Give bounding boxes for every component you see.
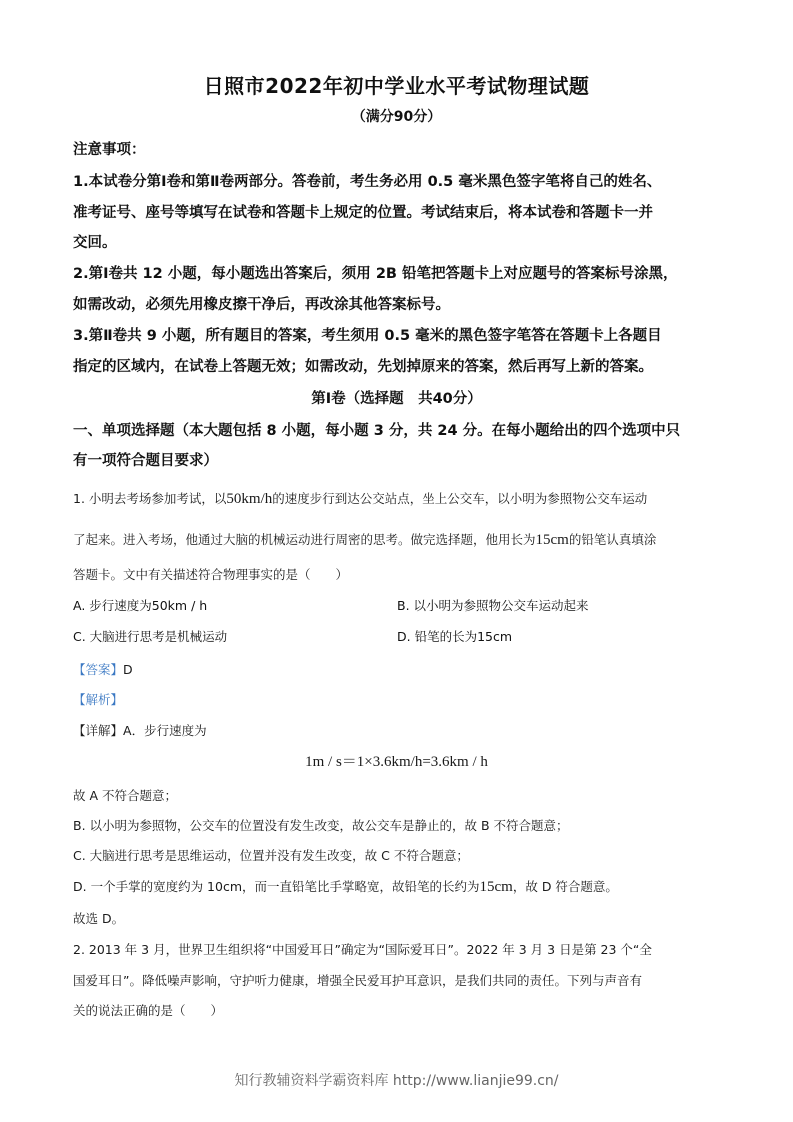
explanation-text: ，故 D 符合题意。	[512, 879, 618, 894]
q1-math: 15cm	[535, 532, 569, 548]
explanation-line: 故 A 不符合题意；	[73, 788, 177, 803]
section-heading: 有一项符合题目要求）	[73, 453, 218, 469]
question-1-line: 答题卡。文中有关描述符合物理事实的是（ ）	[73, 567, 349, 582]
explanation-line	[73, 878, 723, 896]
option-a: A. 步行速度为50km / h	[73, 598, 208, 613]
detail-tag: 【详解】	[73, 723, 124, 738]
notes-line: 指定的区域内，在试卷上答题无效；如需改动，先划掉原来的答案，然后再写上新的答案。	[73, 359, 653, 375]
conclusion-line: 故选 D。	[73, 911, 125, 926]
footer-watermark: 知行教辅资料学霸资料库 http://www.lianjie99.cn/	[234, 1073, 559, 1089]
q1-text: 了起来。进入考场，他通过大脑的机械运动进行周密的思考。做完选择题，他用长为	[73, 532, 536, 547]
notes-line: 如需改动，必须先用橡皮擦干净后，再改涂其他答案标号。	[73, 297, 450, 313]
question-2-line: 关的说法正确的是（ ）	[73, 1003, 224, 1018]
notes-heading: 注意事项：	[73, 142, 146, 158]
question-1-line	[73, 531, 723, 549]
page-subtitle: （满分90分）	[351, 109, 442, 125]
explanation-text: D. 一个手掌的宽度约为 10cm，而一直铅笔比手掌略宽，故铅笔的长约为	[73, 879, 480, 894]
explanation-math: 15cm	[479, 879, 513, 895]
notes-line: 3.第Ⅱ卷共 9 小题，所有题目的答案，考生须用 0.5 毫米的黑色签字笔答在答题卡上各题目	[73, 328, 662, 344]
answer-tag: 【答案】	[73, 662, 124, 677]
detail-line	[73, 722, 723, 740]
answer-value: D	[123, 662, 133, 677]
section-heading: 一、单项选择题（本大题包括 8 小题，每小题 3 分，共 24 分。在每小题给出的四个选项中只	[73, 423, 681, 439]
notes-line: 准考证号、座号等填写在试卷和答题卡上规定的位置。考试结束后，将本试卷和答题卡一并	[73, 205, 653, 221]
question-1-line	[73, 490, 723, 508]
part1-title: 第Ⅰ卷（选择题 共40分）	[311, 391, 482, 407]
answer-line	[73, 661, 723, 679]
page-title: 日照市2022年初中学业水平考试物理试题	[203, 74, 590, 98]
analysis-tag: 【解析】	[73, 692, 124, 707]
q1-text: 的速度步行到达公交站点，坐上公交车，以小明为参照物公交车运动	[272, 491, 648, 506]
detail-text: A．步行速度为	[123, 723, 207, 738]
option-d: D. 铅笔的长为15cm	[397, 629, 513, 644]
formula: 1m / s＝1×3.6km/h=3.6km / h	[305, 754, 488, 770]
option-c: C. 大脑进行思考是机械运动	[73, 629, 228, 644]
explanation-line: B. 以小明为参照物，公交车的位置没有发生改变，故公交车是静止的，故 B 不符合题意；	[73, 818, 569, 833]
analysis-line	[73, 691, 723, 709]
notes-line: 1.本试卷分第Ⅰ卷和第Ⅱ卷两部分。答卷前，考生务必用 0.5 毫米黑色签字笔将自己的姓名、	[73, 174, 662, 190]
notes-line: 交回。	[73, 235, 117, 251]
q1-text: 1. 小明去考场参加考试，以	[73, 491, 227, 506]
option-b: B. 以小明为参照物公交车运动起来	[397, 598, 589, 613]
question-2-line: 2. 2013 年 3 月，世界卫生组织将“中国爱耳日”确定为“国际爱耳日”。2022 年 3 月 3 日是第 23 个“全	[73, 942, 652, 957]
explanation-line: C. 大脑进行思考是思维运动，位置并没有发生改变，故 C 不符合题意；	[73, 848, 469, 863]
question-2-line: 国爱耳日”。降低噪声影响，守护听力健康，增强全民爱耳护耳意识，是我们共同的责任。下列与声音有	[73, 973, 642, 988]
notes-line: 2.第Ⅰ卷共 12 小题，每小题选出答案后，须用 2B 铅笔把答题卡上对应题号的答案标号涂黑，	[73, 266, 678, 282]
q1-text: 的铅笔认真填涂	[568, 532, 657, 547]
q1-math: 50km/h	[226, 491, 273, 507]
